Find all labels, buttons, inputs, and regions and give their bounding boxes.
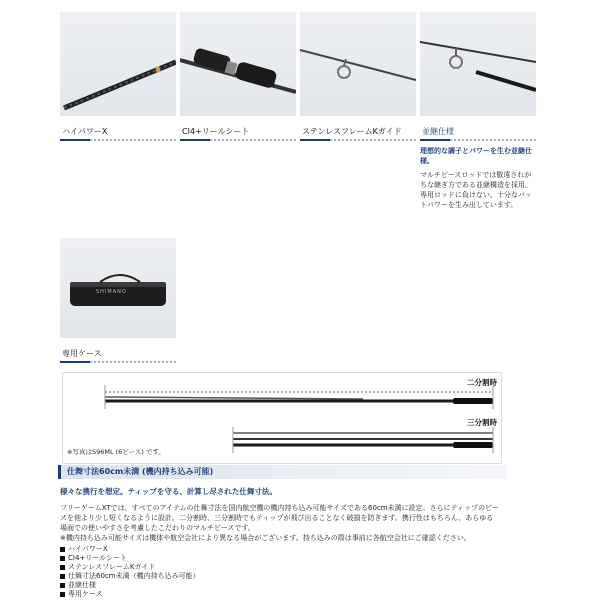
caption-dots (90, 361, 176, 363)
guide-icon (300, 12, 416, 116)
reel-seat-icon (180, 12, 296, 116)
section-body (60, 503, 500, 543)
rod-length-panel (62, 372, 502, 464)
rod-blank-icon (60, 12, 176, 116)
list-item: ステンレスフレームKガイド (60, 563, 200, 572)
feature-caption: ハイパワーX (62, 127, 108, 136)
list-item: CI4+リールシート (60, 554, 200, 563)
caption-underline (180, 139, 210, 141)
three-piece-label: 三分割時 (467, 418, 497, 427)
feature-image-reel-seat (180, 12, 296, 116)
feature-list (60, 545, 200, 599)
joint-icon (420, 12, 536, 116)
section-lead: 様々な携行を想定。ティップを守る、計算し尽された仕舞寸法。 (60, 487, 277, 496)
case-logo: SHIMANO (96, 289, 127, 295)
caption-underline (300, 139, 330, 141)
section-title: 仕舞寸法60cm未満 (機内持ち込み可能) (58, 465, 507, 479)
joint-body: マルチピースロッドでは敬遠されがちな継ぎ方である並継構造を採用。専用ロッドに負けない、十分なバットパワーを生み出しています。 (420, 171, 532, 209)
feature-image-guide (300, 12, 416, 116)
case-caption: 専用ケース (62, 349, 102, 358)
caption-dots (90, 139, 176, 141)
caption-dots (450, 139, 536, 141)
feature-image-case (60, 238, 176, 338)
caption-dots (330, 139, 416, 141)
list-item: 仕舞寸法60cm未満（機内持ち込み可能） (60, 572, 200, 581)
feature-caption: CI4+リールシート (182, 127, 250, 136)
section-body-text: フリーゲームXTでは、すべてのアイテムの仕舞寸法を国内航空機の機内持ち込み可能サイズである60cm未満に設定。さらにティップのピースを他より少し短くなるように設計。二分割時、三分割時でもティップが飛び出ることなく破損を防ぎます。携行性はもちろん、あらゆる場面での使いやすさを考慮したこだわりのマルチピースです。 (60, 504, 499, 532)
feature-caption: 並継仕様 (422, 127, 454, 136)
list-item: ハイパワーX (60, 545, 200, 554)
caption-underline (420, 139, 450, 141)
photo-note: ※写真はS96ML (6ピース) です。 (67, 448, 165, 456)
caption-dots (210, 139, 296, 141)
feature-image-hyperpower (60, 12, 176, 116)
two-piece-label: 二分割時 (467, 378, 497, 387)
list-item: 並継仕様 (60, 581, 200, 590)
joint-headline: 理想的な調子とパワーを生む並継仕様。 (420, 147, 532, 165)
feature-image-joint (420, 12, 536, 116)
rod-case-icon (60, 238, 176, 338)
list-item: 専用ケース (60, 590, 200, 599)
caption-underline (60, 139, 90, 141)
section-notice: ※機内持ち込み可能サイズは機体や航空会社により異なる場合がございます。持ち込みの際は事前に各航空会社にご確認ください。 (60, 534, 471, 542)
feature-caption: ステンレスフレームKガイド (302, 127, 402, 136)
caption-underline (60, 361, 90, 363)
